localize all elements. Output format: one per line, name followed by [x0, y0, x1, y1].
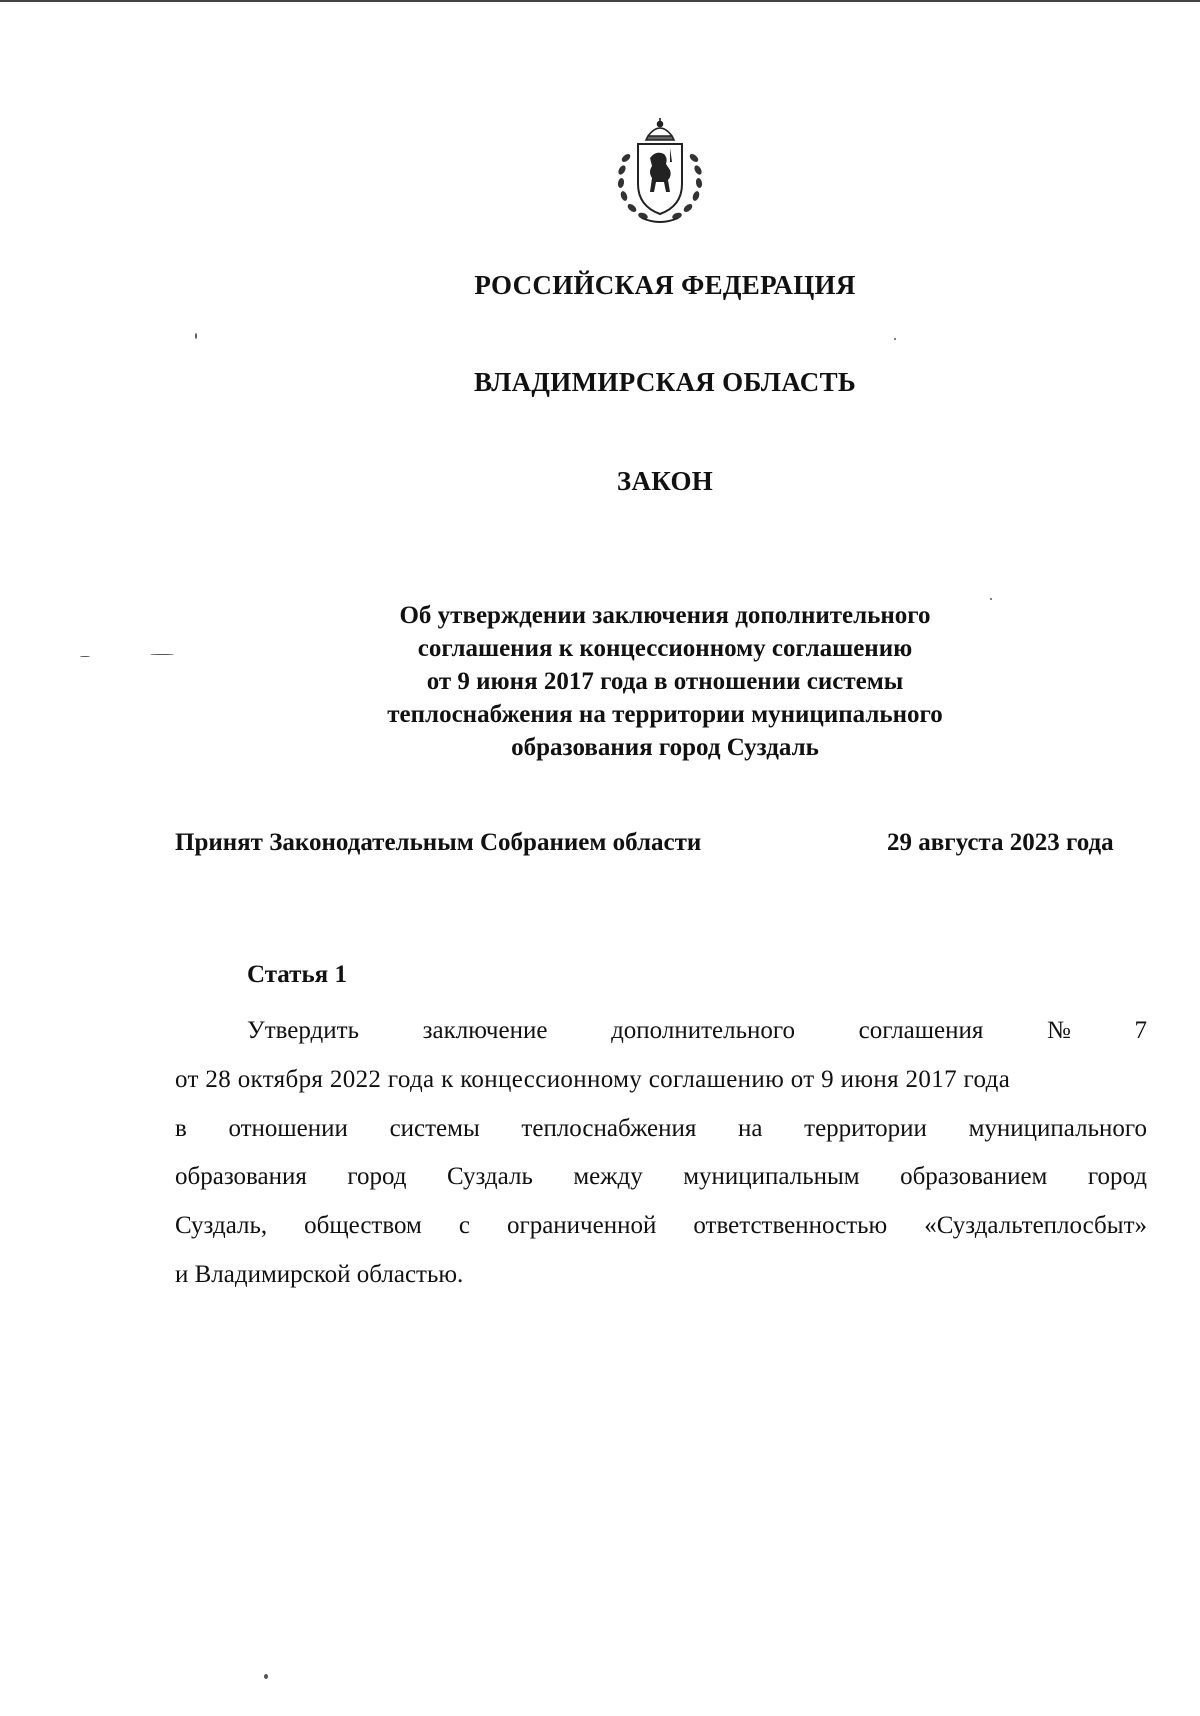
- document-type-heading: ЗАКОН: [616, 466, 714, 496]
- law-title-line: Об утверждении заключения дополнительного: [399, 602, 931, 629]
- article-word: Утвердить: [247, 1017, 359, 1044]
- article-line: [175, 1105, 1147, 1154]
- article-word: образования: [175, 1163, 307, 1191]
- article-word: Суздаль,: [175, 1212, 268, 1240]
- article-word: в: [175, 1114, 187, 1142]
- article-line: [175, 1153, 1147, 1202]
- scan-speck: [80, 656, 90, 657]
- article-word: системы: [389, 1114, 480, 1142]
- law-title: [340, 599, 990, 764]
- article-word: муниципального: [968, 1114, 1147, 1142]
- federation-heading: РОССИЙСКАЯ ФЕДЕРАЦИЯ: [474, 270, 856, 300]
- article-line: [175, 1056, 1147, 1105]
- article-word: город: [347, 1163, 407, 1191]
- scan-speck: [150, 654, 174, 655]
- page-top-edge: [0, 0, 1200, 2]
- article-word: Суздаль: [446, 1163, 533, 1191]
- article-word: с: [458, 1212, 470, 1240]
- article-word: ответственностью: [693, 1212, 888, 1240]
- article-word: 7: [1134, 1017, 1147, 1044]
- adoption-statement: Принят Законодательным Собранием области: [175, 829, 702, 856]
- article-word: на: [738, 1114, 763, 1142]
- law-title-line: от 9 июня 2017 года в отношении системы: [426, 668, 904, 695]
- law-title-line: соглашения к концессионному соглашению: [417, 635, 913, 662]
- article-title: Статья 1: [247, 961, 347, 988]
- law-title-line: теплоснабжения на территории муниципального: [387, 701, 943, 728]
- adoption-date: 29 августа 2023 года: [887, 829, 1114, 856]
- article-word: муниципальным: [683, 1163, 860, 1191]
- article-word: соглашения: [858, 1017, 984, 1044]
- article-word: отношении: [228, 1114, 348, 1142]
- article-text: от 28 октября 2022 года к концессионному соглашению от 9 июня 2017 года: [175, 1065, 1011, 1093]
- article-word: №: [1047, 1017, 1071, 1044]
- article-text: и Владимирской областью.: [175, 1260, 464, 1288]
- article-word: заключение: [422, 1017, 548, 1044]
- region-heading: ВЛАДИМИРСКАЯ ОБЛАСТЬ: [473, 367, 857, 397]
- article-line: [175, 1251, 1147, 1300]
- article-word: ограниченной: [506, 1212, 657, 1240]
- article-body: [175, 1007, 1147, 1300]
- article-word: дополнительного: [611, 1017, 795, 1044]
- article-word: «Суздальтеплосбыт»: [924, 1212, 1147, 1240]
- article-word: образованием: [900, 1163, 1048, 1191]
- article-word: город: [1087, 1163, 1147, 1191]
- scan-speck: [264, 1674, 268, 1679]
- article-word: теплоснабжения: [521, 1114, 697, 1142]
- coat-of-arms-icon: [612, 118, 708, 226]
- law-title-line: образования город Суздаль: [511, 734, 819, 761]
- article-word: обществом: [304, 1212, 422, 1240]
- article-line: [175, 1202, 1147, 1251]
- article-line: [175, 1007, 1147, 1056]
- scan-speck: [990, 598, 992, 600]
- scan-speck: [195, 333, 197, 339]
- scan-speck: [894, 338, 896, 340]
- article-word: территории: [804, 1114, 927, 1142]
- article-word: между: [573, 1163, 643, 1191]
